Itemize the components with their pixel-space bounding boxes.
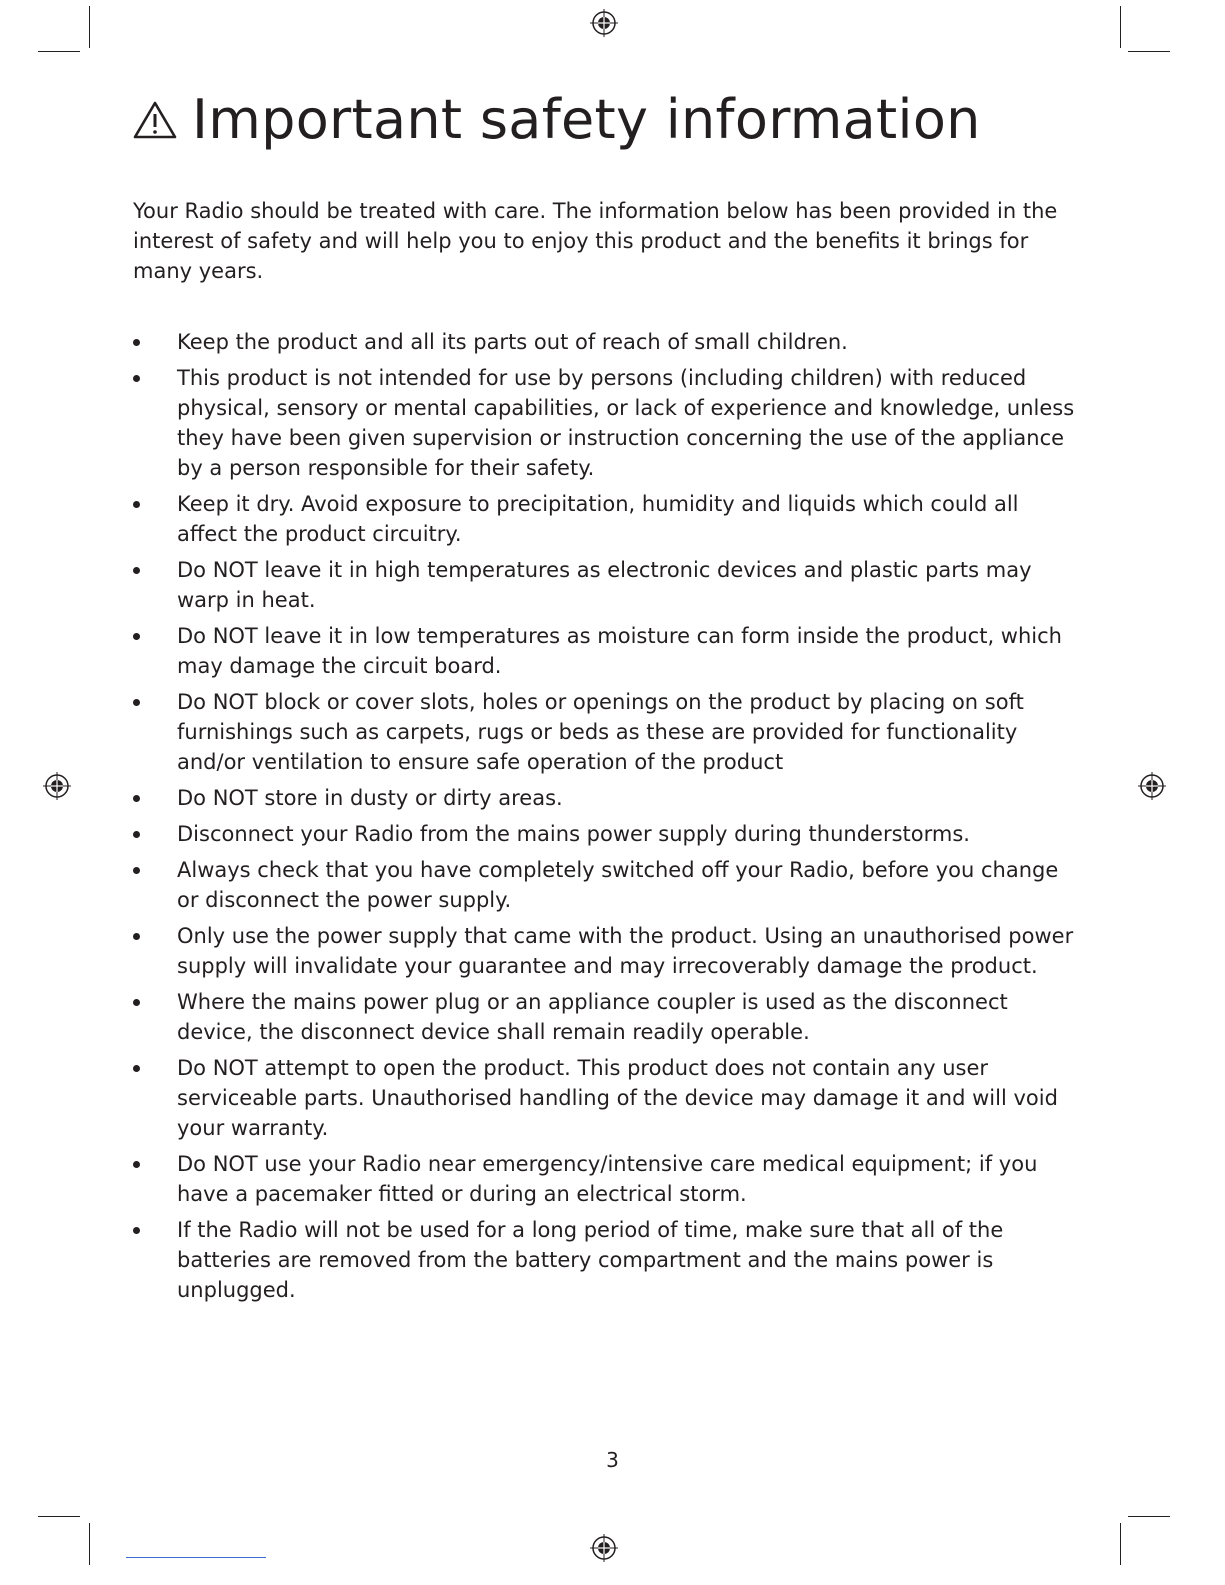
page-title (132, 88, 981, 151)
registration-target-icon (1137, 771, 1167, 801)
list-item-text: Do NOT leave it in high temperatures as electronic devices and plastic parts may warp in heat. (177, 558, 1032, 612)
bullet (133, 633, 140, 640)
bullet (133, 831, 140, 838)
registration-target-icon (589, 8, 619, 38)
footer-rule (126, 1557, 266, 1558)
list-item (133, 1149, 1083, 1209)
crop-mark-top-right-vertical (1120, 6, 1121, 48)
bullet (133, 339, 140, 346)
list-item (133, 855, 1083, 915)
bullet (133, 375, 140, 382)
page-number: 3 (606, 1448, 619, 1472)
list-item (133, 489, 1083, 549)
list-item (133, 921, 1083, 981)
list-item-text: If the Radio will not be used for a long period of time, make sure that all of the batteries are removed from the battery compartment and the mains power is unplugged. (177, 1218, 1004, 1302)
list-item-text: Do NOT block or cover slots, holes or openings on the product by placing on soft furnishings such as carpets, rugs or beds as these are provided for functionality and/or ventilation to ensure safe operation of the product (177, 690, 1024, 774)
list-item-text: Do NOT attempt to open the product. This product does not contain any user serviceable parts. Unauthorised handling of the device may damage it and will void your warranty. (177, 1056, 1058, 1140)
crop-mark-top-left-horizontal (38, 51, 80, 52)
list-item-text: Do NOT leave it in low temperatures as moisture can form inside the product, which may damage the circuit board. (177, 624, 1062, 678)
crop-mark-bottom-right-vertical (1120, 1523, 1121, 1565)
list-item-text: Only use the power supply that came with the product. Using an unauthorised power supply will invalidate your guarantee and may irrecoverably damage the product. (177, 924, 1074, 978)
list-item-text: Keep it dry. Avoid exposure to precipitation, humidity and liquids which could all affect the product circuitry. (177, 492, 1019, 546)
list-item-text: Always check that you have completely switched off your Radio, before you change or disconnect the power supply. (177, 858, 1059, 912)
bullet (133, 1227, 140, 1234)
bullet (133, 999, 140, 1006)
warning-triangle-icon (132, 100, 178, 140)
list-item (133, 783, 1083, 813)
bullet (133, 1161, 140, 1168)
crop-mark-bottom-left-vertical (89, 1523, 90, 1565)
list-item (133, 555, 1083, 615)
crop-mark-bottom-left-horizontal (38, 1516, 80, 1517)
bullet (133, 933, 140, 940)
list-item (133, 327, 1083, 357)
bullet (133, 867, 140, 874)
page-title-text: Important safety information (192, 88, 981, 151)
bullet (133, 795, 140, 802)
intro-paragraph: Your Radio should be treated with care. The information below has been provided in the interest of safety and will help you to enjoy this product and the benefits it brings for many years. (133, 199, 1058, 283)
crop-mark-top-right-horizontal (1128, 51, 1170, 52)
crop-mark-top-left-vertical (89, 6, 90, 48)
list-item-text: Keep the product and all its parts out of reach of small children. (177, 330, 848, 354)
crop-mark-bottom-right-horizontal (1128, 1516, 1170, 1517)
registration-target-icon (42, 771, 72, 801)
list-item (133, 621, 1083, 681)
list-item (133, 819, 1083, 849)
list-item-text: Where the mains power plug or an appliance coupler is used as the disconnect device, the disconnect device shall remain readily operable. (177, 990, 1008, 1044)
safety-list (133, 327, 1083, 1311)
registration-target-icon (589, 1533, 619, 1563)
bullet (133, 1065, 140, 1072)
bullet (133, 501, 140, 508)
bullet (133, 567, 140, 574)
bullet (133, 699, 140, 706)
list-item (133, 363, 1083, 483)
list-item-text: Do NOT store in dusty or dirty areas. (177, 786, 563, 810)
list-item (133, 1215, 1083, 1305)
list-item-text: Disconnect your Radio from the mains power supply during thunderstorms. (177, 822, 970, 846)
list-item (133, 1053, 1083, 1143)
list-item-text: This product is not intended for use by persons (including children) with reduced physical, sensory or mental capabilities, or lack of experience and knowledge, unless they have been given supervision or instruction concerning the use of the appliance by a person responsible for their safety. (177, 366, 1075, 480)
list-item (133, 987, 1083, 1047)
list-item (133, 687, 1083, 777)
list-item-text: Do NOT use your Radio near emergency/intensive care medical equipment; if you have a pacemaker fitted or during an electrical storm. (177, 1152, 1038, 1206)
